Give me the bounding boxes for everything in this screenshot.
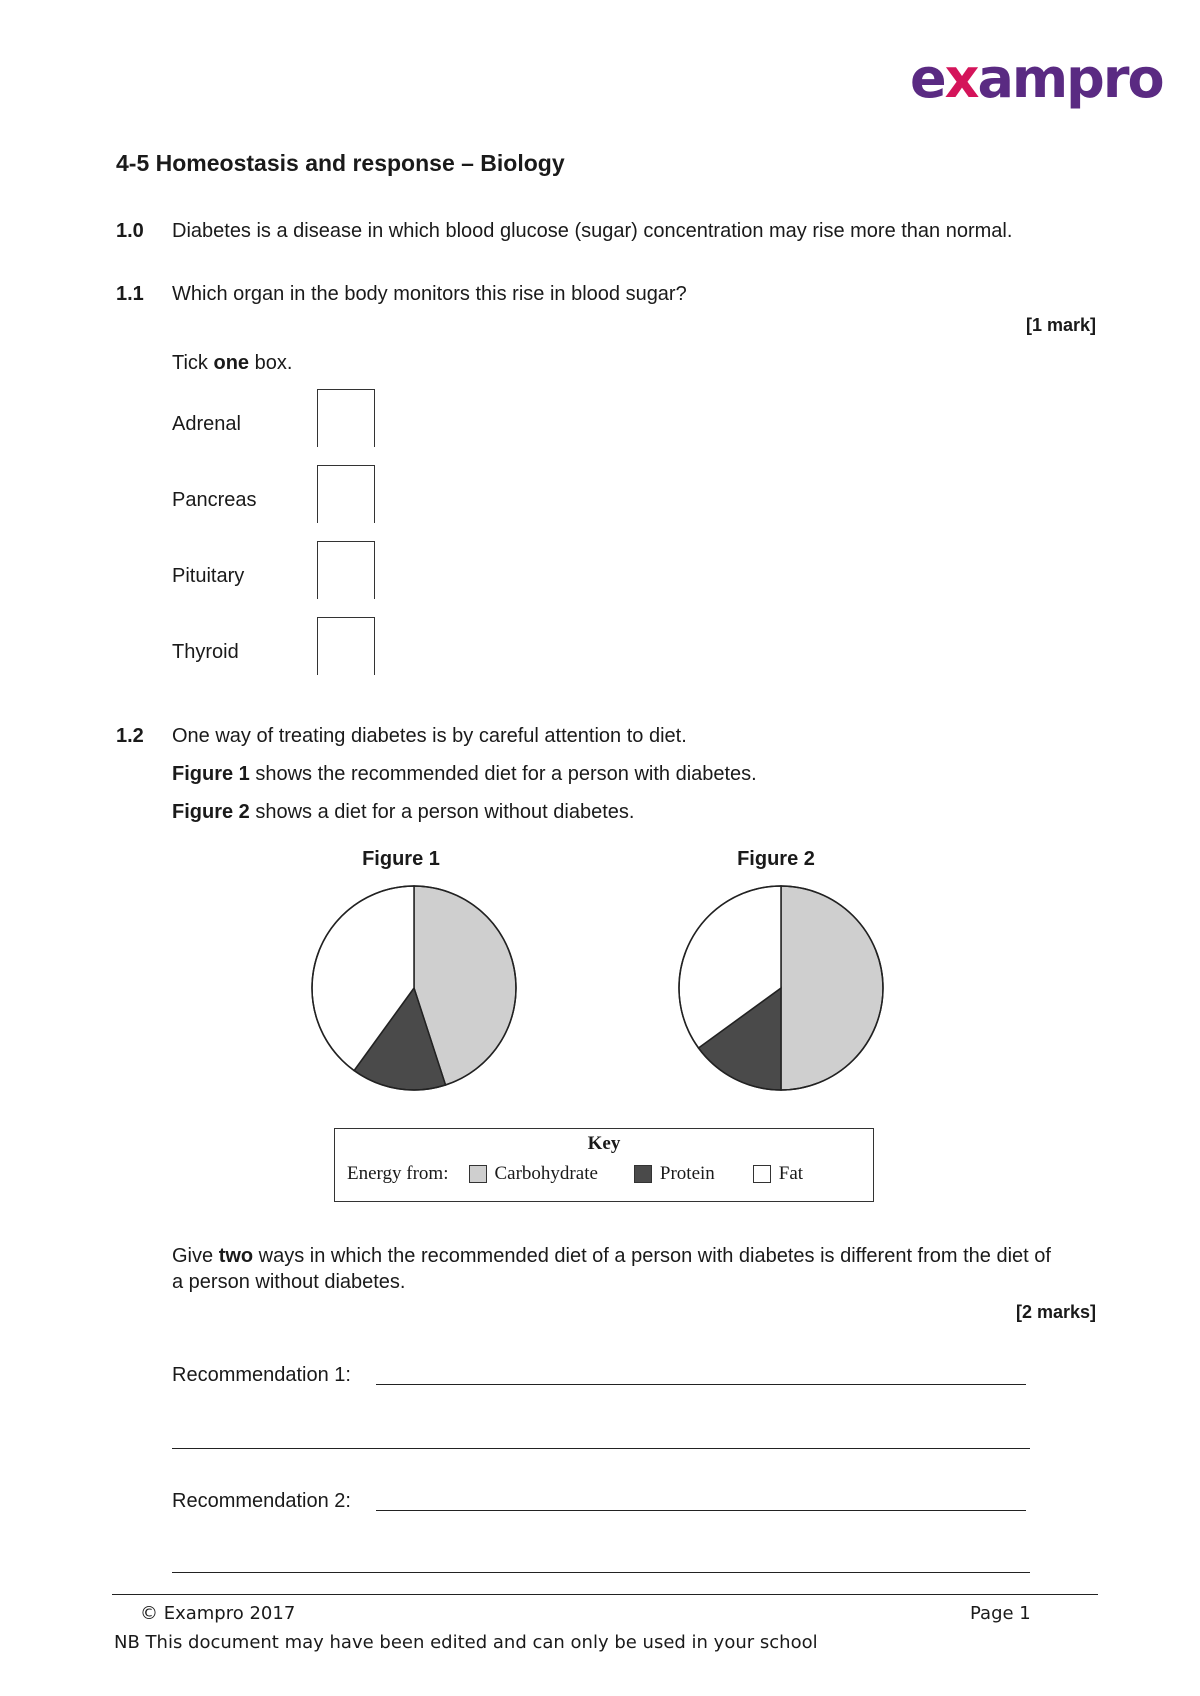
option-label-adrenal: Adrenal [172,413,241,435]
footer-page-number: Page 1 [970,1603,1031,1624]
tick-box-pancreas[interactable] [317,465,375,523]
recommendation-1-answer-line[interactable] [376,1384,1026,1385]
footer-copyright: © Exampro 2017 [140,1603,296,1624]
recommendation-2-answer-line-2[interactable] [172,1572,1030,1573]
figure-2-pie-chart [667,880,897,1100]
tick-box-adrenal[interactable] [317,389,375,447]
marks-1-1: [1 mark] [1025,315,1096,335]
chart-key [334,1128,874,1202]
question-1-2-prompt: Give two ways in which the recommended diet of a person with diabetes is different from the diet of a person without diabetes. [172,1245,1051,1293]
footer-divider [112,1594,1098,1595]
footer-note: NB This document may have been edited and can only be used in your school [114,1632,818,1653]
figure-2-description: Figure 2 shows a diet for a person without diabetes. [172,801,635,823]
figure-2-label: Figure 2 [737,848,815,870]
recommendation-1-label: Recommendation 1: [172,1364,351,1386]
option-label-pancreas: Pancreas [172,489,257,511]
key-energy-from: Energy from: [347,1163,449,1184]
tick-box-pituitary[interactable] [317,541,375,599]
recommendation-1-answer-line-2[interactable] [172,1448,1030,1449]
key-fat: Fat [778,1163,804,1184]
carbohydrate-swatch [469,1165,487,1183]
figure-1-label: Figure 1 [362,848,440,870]
recommendation-2-label: Recommendation 2: [172,1490,351,1512]
option-label-thyroid: Thyroid [172,641,239,663]
option-label-pituitary: Pituitary [172,565,245,587]
pie-2-slices [679,886,883,1090]
tick-instruction: Tick one box. [172,352,293,374]
key-title: Key [587,1133,621,1154]
question-number-1-1: 1.1 [116,283,144,305]
pie-1-slices [312,886,516,1090]
question-1-2-intro: One way of treating diabetes is by careful attention to diet. [172,725,687,747]
protein-swatch [634,1165,652,1183]
key-row [347,1163,803,1185]
figure-1-pie-chart [300,880,530,1100]
question-number-1-0: 1.0 [116,220,144,242]
key-carbohydrate: Carbohydrate [494,1163,598,1184]
figure-1-description: Figure 1 shows the recommended diet for a person with diabetes. [172,763,757,785]
question-number-1-2: 1.2 [116,725,144,747]
recommendation-2-answer-line[interactable] [376,1510,1026,1511]
key-protein: Protein [659,1163,715,1184]
question-1-0-text: Diabetes is a disease in which blood glucose (sugar) concentration may rise more than normal. [172,220,1013,242]
tick-box-thyroid[interactable] [317,617,375,675]
fat-swatch [753,1165,771,1183]
question-1-1-text: Which organ in the body monitors this rise in blood sugar? [172,283,687,305]
exampro-logo: exampro [910,47,1163,110]
marks-1-2: [2 marks] [1015,1302,1096,1322]
pie-2-slice-carbohydrate [781,886,883,1090]
page-title: 4-5 Homeostasis and response – Biology [116,150,565,176]
